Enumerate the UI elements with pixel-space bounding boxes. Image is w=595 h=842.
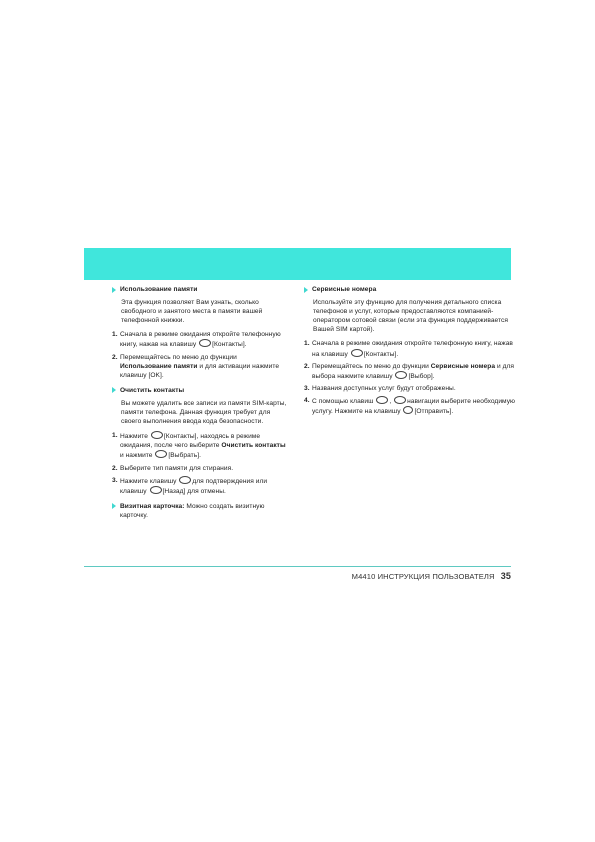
softkey-icon [199, 339, 211, 347]
softkey-icon [151, 431, 163, 439]
section-header-band [84, 248, 511, 280]
send-key-icon [403, 406, 413, 414]
memory-usage-description: Эта функция позволяет Вам узнать, сколько свободного и занятого места в памяти вашей телефонной книжки. [121, 299, 263, 325]
left-column [112, 285, 288, 524]
right-column [304, 285, 518, 419]
bullet-arrow-icon [112, 287, 116, 293]
softkey-icon [351, 349, 363, 357]
memory-step-2: 2. Перемещайтесь по меню до функции Использование памяти и для активации нажмите клавишу [OK]. [112, 353, 280, 379]
clear-step-2: 2. Выберите тип памяти для стирания. [112, 464, 234, 472]
business-card-note: Визитная карточка: Можно создать визитную карточку. [112, 502, 288, 520]
softkey-icon [150, 486, 162, 494]
service-step-3: 3. Названия доступных услуг будут отображены. [304, 384, 456, 392]
ok-key-icon [179, 476, 191, 484]
bullet-arrow-icon [304, 287, 308, 293]
clear-step-1: 1. Нажмите [Контакты], находясь в режиме ожидания, после чего выберите Очистить контакты и нажмите [Выбрать]. [112, 432, 286, 460]
bullet-arrow-icon [112, 387, 116, 393]
clear-contacts-heading: Очистить контакты [112, 386, 288, 395]
bullet-arrow-icon [112, 503, 116, 509]
service-step-2: 2. Перемещайтесь по меню до функции Сервисные номера и для выбора нажмите клавишу [Выбор]. [304, 362, 514, 380]
page-footer [352, 571, 511, 581]
nav-down-key-icon [394, 396, 406, 404]
footer-divider [84, 566, 511, 567]
page-number: 35 [500, 571, 511, 581]
nav-up-key-icon [376, 396, 388, 404]
manual-title: M4410 ИНСТРУКЦИЯ ПОЛЬЗОВАТЕЛЯ [351, 572, 495, 581]
memory-usage-heading: Использование памяти [112, 285, 288, 294]
softkey-icon [155, 450, 167, 458]
service-step-4: 4. С помощью клавиш , навигации выберите необходимую услугу. Нажмите на клавишу [Отправить]. [304, 396, 516, 416]
service-numbers-description: Используйте эту функцию для получения детального списка телефонов и услуг, которые предоставляются компанией- оператором сотовой связи (если эта функция поддерживается Вашей SIM картой). [313, 299, 509, 334]
memory-step-1: 1. Сначала в режиме ожидания откройте телефонную книгу, нажав на клавишу [Контакты]. [112, 331, 281, 349]
clear-contacts-description: Вы можете удалить все записи из памяти SIM-карты, памяти телефона. Данная функция требует для своего выполнения ввода кода безопасности. [121, 399, 287, 426]
clear-step-3: 3. Нажмите клавишу для подтверждения или клавишу [Назад] для отмены. [112, 476, 268, 495]
service-numbers-heading: Сервисные номера [304, 285, 518, 294]
softkey-icon [395, 371, 407, 379]
service-step-1: 1. Сначала в режиме ожидания откройте телефонную книгу, нажав на клавишу [Контакты]. [304, 340, 513, 358]
